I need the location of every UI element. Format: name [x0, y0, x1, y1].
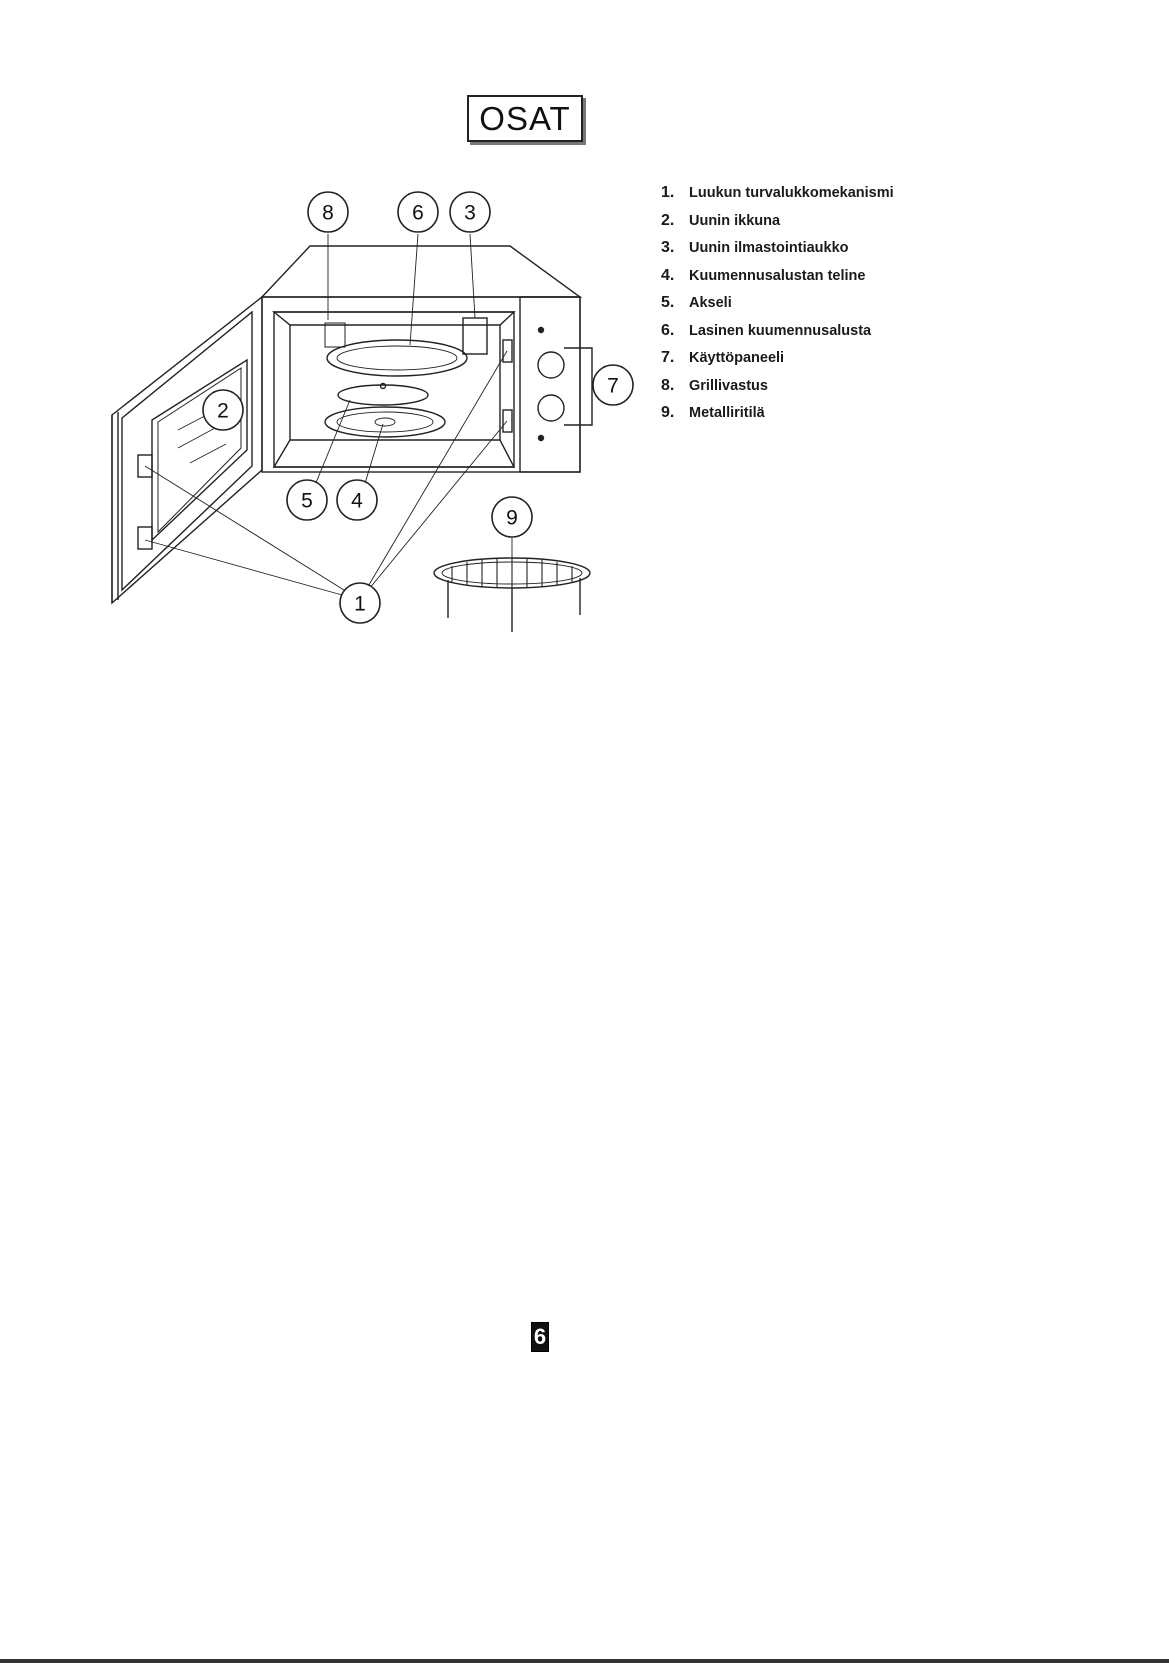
vent-opening [463, 318, 487, 354]
control-panel [520, 297, 580, 472]
list-item: 1. Luukun turvalukkomekanismi [661, 184, 894, 201]
callout-6 [398, 192, 438, 232]
list-item: 2. Uunin ikkuna [661, 211, 781, 229]
list-item: 9. Metalliritilä [661, 404, 765, 421]
list-item: 7. Käyttöpaneeli [661, 349, 785, 366]
callout-9 [492, 497, 532, 537]
list-item: 3. Uunin ilmastointiaukko [661, 239, 849, 256]
microwave-diagram [0, 0, 1169, 700]
svg-text:5: 5 [301, 489, 313, 513]
svg-text:2: 2 [217, 399, 229, 423]
page-number: 6 [531, 1322, 549, 1352]
callout-5 [287, 480, 327, 520]
oven-body [262, 297, 580, 472]
door-window [152, 360, 247, 540]
callout-8 [308, 192, 348, 232]
list-item: 5. Akseli [661, 294, 732, 311]
list-item: 4. Kuumennusalustan teline [661, 266, 866, 284]
power-dial [538, 395, 564, 421]
list-item: 8. Grillivastus [661, 376, 768, 394]
tray-support [325, 407, 445, 437]
svg-text:9: 9 [506, 506, 518, 530]
svg-text:7: 7 [607, 374, 619, 398]
svg-text:3: 3 [464, 201, 476, 225]
timer-dial [538, 352, 564, 378]
callout-3 [450, 192, 490, 232]
door-lock-lower [138, 527, 152, 549]
svg-text:8: 8 [322, 201, 334, 225]
callout-2 [203, 390, 243, 430]
grill-element [325, 323, 345, 347]
interlock-upper [503, 340, 512, 362]
parts-list [661, 184, 894, 432]
oven-cavity [274, 312, 514, 467]
section-title: OSAT [467, 95, 583, 142]
svg-text:6: 6 [412, 201, 424, 225]
callout-4 [337, 480, 377, 520]
svg-text:1: 1 [354, 592, 366, 616]
bottom-rule [0, 1659, 1169, 1663]
svg-text:4: 4 [351, 489, 363, 513]
callout-1 [340, 583, 380, 623]
interlock-lower [503, 410, 512, 432]
callout-7 [593, 365, 633, 405]
list-item: 6. Lasinen kuumennusalusta [661, 321, 872, 339]
glass-tray [327, 340, 467, 376]
